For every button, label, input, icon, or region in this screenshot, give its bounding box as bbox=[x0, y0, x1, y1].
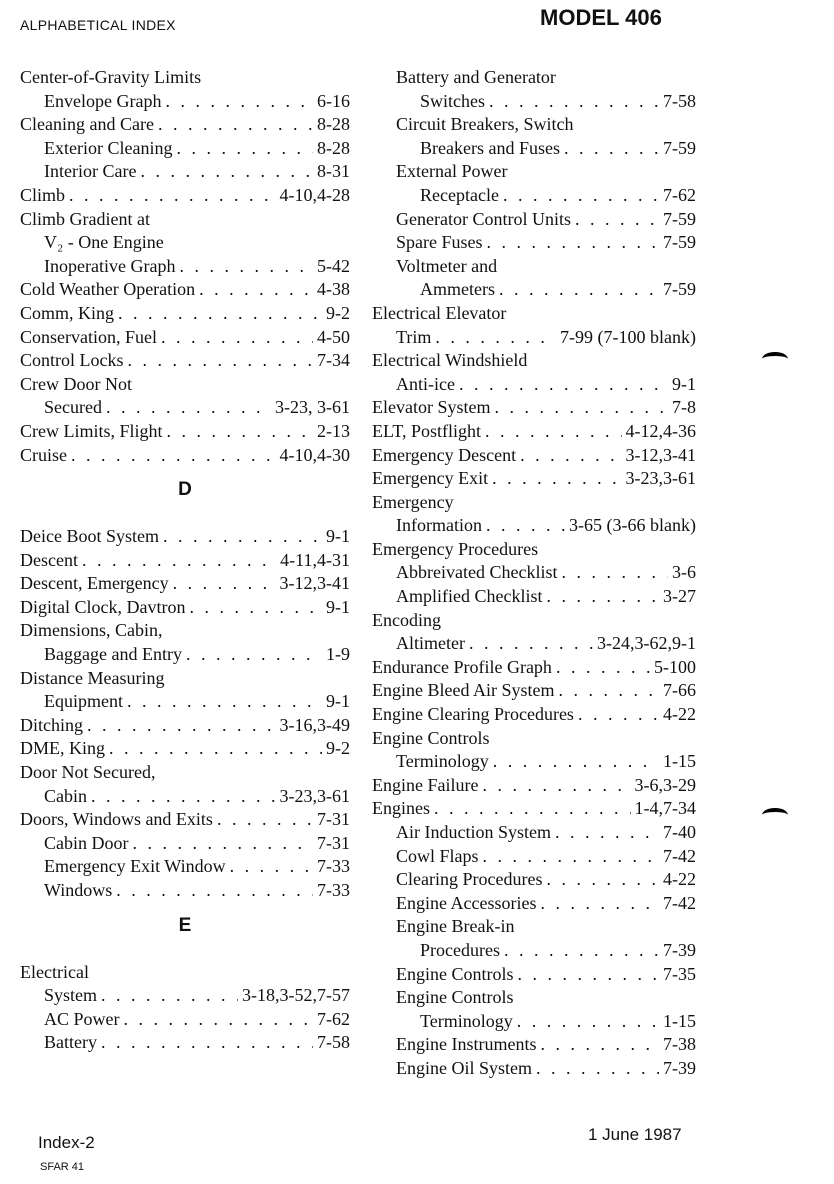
dot-leader bbox=[503, 184, 659, 208]
index-entry bbox=[20, 761, 350, 785]
entry-term: Endurance Profile Graph bbox=[372, 656, 556, 680]
entry-term: Baggage and Entry bbox=[44, 643, 186, 667]
index-entry bbox=[372, 66, 696, 90]
entry-page-ref: 1-15 bbox=[659, 750, 696, 774]
entry-term: V₂ - One Engine bbox=[44, 231, 168, 255]
entry-term: Amplified Checklist bbox=[396, 585, 546, 609]
index-entry bbox=[372, 656, 696, 680]
entry-page-ref: 5-100 bbox=[650, 656, 696, 680]
entry-term: Terminology bbox=[420, 1010, 517, 1034]
entry-term: Door Not Secured, bbox=[20, 761, 159, 785]
entry-page-ref: 7-62 bbox=[313, 1008, 350, 1032]
entry-page-ref: 4-10,4-28 bbox=[276, 184, 351, 208]
index-entry bbox=[372, 703, 696, 727]
entry-term: Cabin bbox=[44, 785, 91, 809]
dot-leader bbox=[435, 326, 556, 350]
entry-term: Voltmeter and bbox=[396, 255, 501, 279]
index-entry bbox=[372, 514, 696, 538]
entry-term: Breakers and Fuses bbox=[420, 137, 564, 161]
index-entry bbox=[372, 491, 696, 515]
dot-leader bbox=[540, 1033, 659, 1057]
entry-page-ref: 7-66 bbox=[659, 679, 696, 703]
entry-term: Anti-ice bbox=[396, 373, 459, 397]
entry-page-ref: 9-1 bbox=[322, 525, 350, 549]
dot-leader bbox=[575, 208, 659, 232]
entry-term: Engine Bleed Air System bbox=[372, 679, 558, 703]
index-entry bbox=[20, 596, 350, 620]
entry-term: Emergency Exit bbox=[372, 467, 492, 491]
entry-term: Receptacle bbox=[420, 184, 503, 208]
dot-leader bbox=[486, 514, 565, 538]
dot-leader bbox=[127, 690, 322, 714]
index-entry bbox=[372, 1010, 696, 1034]
entry-term: AC Power bbox=[44, 1008, 124, 1032]
dot-leader bbox=[434, 797, 631, 821]
index-entry bbox=[20, 855, 350, 879]
index-entry bbox=[20, 278, 350, 302]
index-entry bbox=[372, 255, 696, 279]
dot-leader bbox=[199, 278, 313, 302]
index-entry bbox=[20, 349, 350, 373]
index-entry bbox=[372, 467, 696, 491]
entry-term: Descent bbox=[20, 549, 82, 573]
dot-leader bbox=[133, 832, 314, 856]
index-entry bbox=[372, 278, 696, 302]
index-entry bbox=[372, 892, 696, 916]
dot-leader bbox=[109, 737, 322, 761]
dot-leader bbox=[482, 774, 630, 798]
entry-page-ref: 4-22 bbox=[659, 703, 696, 727]
dot-leader bbox=[487, 231, 660, 255]
index-entry bbox=[20, 714, 350, 738]
index-entry bbox=[372, 845, 696, 869]
index-entry bbox=[20, 255, 350, 279]
entry-page-ref: 4-22 bbox=[659, 868, 696, 892]
index-entry bbox=[20, 90, 350, 114]
dot-leader bbox=[176, 137, 313, 161]
index-entry bbox=[20, 785, 350, 809]
entry-page-ref: 7-58 bbox=[659, 90, 696, 114]
dot-leader bbox=[106, 396, 271, 420]
index-entry bbox=[372, 1033, 696, 1057]
page-number: Index-2 bbox=[38, 1133, 95, 1152]
index-entry bbox=[20, 808, 350, 832]
index-entry bbox=[372, 420, 696, 444]
index-entry bbox=[20, 373, 350, 397]
index-entry bbox=[20, 113, 350, 137]
entry-term: Climb bbox=[20, 184, 69, 208]
index-entry bbox=[20, 160, 350, 184]
entry-page-ref: 3-18,3-52,7-57 bbox=[238, 984, 350, 1008]
index-entry bbox=[20, 66, 350, 90]
entry-page-ref: 7-39 bbox=[659, 1057, 696, 1081]
entry-term: Cowl Flaps bbox=[396, 845, 483, 869]
entry-term: Electrical Windshield bbox=[372, 349, 531, 373]
dot-leader bbox=[558, 679, 659, 703]
entry-term: Distance Measuring bbox=[20, 667, 168, 691]
dot-leader bbox=[161, 326, 313, 350]
entry-page-ref: 3-6 bbox=[668, 561, 696, 585]
entry-page-ref: 8-31 bbox=[313, 160, 350, 184]
index-entry bbox=[372, 561, 696, 585]
dot-leader bbox=[555, 821, 659, 845]
dot-leader bbox=[518, 963, 660, 987]
dot-leader bbox=[118, 302, 322, 326]
dot-leader bbox=[82, 549, 276, 573]
index-entry bbox=[372, 208, 696, 232]
entry-term: Descent, Emergency bbox=[20, 572, 173, 596]
index-entry bbox=[372, 349, 696, 373]
entry-term: Windows bbox=[44, 879, 116, 903]
entry-term: Inoperative Graph bbox=[44, 255, 179, 279]
index-entry bbox=[372, 986, 696, 1010]
entry-term: Engine Controls bbox=[396, 963, 518, 987]
entry-term: Engines bbox=[372, 797, 434, 821]
index-entry bbox=[372, 915, 696, 939]
entry-page-ref: 7-31 bbox=[313, 832, 350, 856]
entry-page-ref: 3-23,3-61 bbox=[622, 467, 697, 491]
entry-term: Exterior Cleaning bbox=[44, 137, 176, 161]
entry-term: Comm, King bbox=[20, 302, 118, 326]
entry-page-ref: 7-42 bbox=[659, 892, 696, 916]
dot-leader bbox=[167, 420, 313, 444]
dot-leader bbox=[492, 467, 621, 491]
entry-term: Control Locks bbox=[20, 349, 128, 373]
index-entry bbox=[372, 750, 696, 774]
entry-page-ref: 4-50 bbox=[313, 326, 350, 350]
index-entry bbox=[372, 373, 696, 397]
index-entry bbox=[20, 302, 350, 326]
entry-term: Terminology bbox=[396, 750, 493, 774]
index-entry bbox=[372, 302, 696, 326]
entry-term: Information bbox=[396, 514, 486, 538]
dot-leader bbox=[140, 160, 313, 184]
index-entry bbox=[20, 326, 350, 350]
entry-page-ref: 2-13 bbox=[313, 420, 350, 444]
entry-page-ref: 7-33 bbox=[313, 855, 350, 879]
index-entry bbox=[20, 572, 350, 596]
entry-page-ref: 3-12,3-41 bbox=[276, 572, 351, 596]
dot-leader bbox=[189, 596, 322, 620]
index-entry bbox=[20, 961, 350, 985]
entry-term: External Power bbox=[396, 160, 511, 184]
index-column-left bbox=[20, 66, 350, 1055]
entry-term: Digital Clock, Davtron bbox=[20, 596, 189, 620]
dot-leader bbox=[564, 137, 659, 161]
section-letter: D bbox=[178, 479, 192, 501]
index-entry bbox=[372, 632, 696, 656]
index-entry bbox=[372, 679, 696, 703]
entry-page-ref: 4-10,4-30 bbox=[276, 444, 351, 468]
entry-term: Trim bbox=[396, 326, 435, 350]
entry-term: Engine Clearing Procedures bbox=[372, 703, 578, 727]
spacer bbox=[20, 949, 350, 961]
entry-term: Spare Fuses bbox=[396, 231, 487, 255]
entry-term: Envelope Graph bbox=[44, 90, 165, 114]
index-entry bbox=[20, 420, 350, 444]
dot-leader bbox=[504, 939, 659, 963]
entry-term: Climb Gradient at bbox=[20, 208, 154, 232]
index-entry bbox=[372, 797, 696, 821]
dot-leader bbox=[499, 278, 659, 302]
index-entry bbox=[20, 690, 350, 714]
entry-page-ref: 3-65 (3-66 blank) bbox=[565, 514, 696, 538]
entry-term: Electrical Elevator bbox=[372, 302, 510, 326]
spacer bbox=[20, 513, 350, 525]
entry-page-ref: 7-39 bbox=[659, 939, 696, 963]
entry-page-ref: 9-1 bbox=[322, 690, 350, 714]
index-entry bbox=[20, 1008, 350, 1032]
index-entry bbox=[20, 231, 350, 255]
entry-page-ref: 7-34 bbox=[313, 349, 350, 373]
entry-page-ref: 9-2 bbox=[322, 302, 350, 326]
index-entry bbox=[372, 609, 696, 633]
index-entry bbox=[372, 774, 696, 798]
dot-leader bbox=[494, 396, 668, 420]
index-entry bbox=[372, 538, 696, 562]
entry-term: Center-of-Gravity Limits bbox=[20, 66, 205, 90]
dot-leader bbox=[101, 984, 238, 1008]
dot-leader bbox=[483, 845, 659, 869]
entry-term: Clearing Procedures bbox=[396, 868, 546, 892]
entry-term: Generator Control Units bbox=[396, 208, 575, 232]
index-entry bbox=[372, 90, 696, 114]
entry-term: Emergency Exit Window bbox=[44, 855, 230, 879]
entry-term: Abbreivated Checklist bbox=[396, 561, 561, 585]
entry-term: Dimensions, Cabin, bbox=[20, 619, 167, 643]
entry-term: Procedures bbox=[420, 939, 504, 963]
dot-leader bbox=[71, 444, 276, 468]
entry-page-ref: 9-1 bbox=[668, 373, 696, 397]
entry-term: Engine Failure bbox=[372, 774, 482, 798]
entry-term: Battery and Generator bbox=[396, 66, 560, 90]
entry-page-ref: 7-62 bbox=[659, 184, 696, 208]
index-entry bbox=[372, 396, 696, 420]
entry-term: Doors, Windows and Exits bbox=[20, 808, 217, 832]
entry-page-ref: 3-23,3-61 bbox=[276, 785, 351, 809]
entry-page-ref: 7-31 bbox=[313, 808, 350, 832]
index-column-right bbox=[372, 66, 696, 1081]
index-entry bbox=[20, 396, 350, 420]
entry-page-ref: 4-11,4-31 bbox=[276, 549, 350, 573]
model-title: MODEL 406 bbox=[540, 5, 662, 30]
entry-term: Crew Limits, Flight bbox=[20, 420, 167, 444]
entry-page-ref: 6-16 bbox=[313, 90, 350, 114]
entry-term: DME, King bbox=[20, 737, 109, 761]
entry-page-ref: 7-40 bbox=[659, 821, 696, 845]
entry-term: Engine Break-in bbox=[396, 915, 518, 939]
index-entry bbox=[372, 160, 696, 184]
entry-term: Encoding bbox=[372, 609, 445, 633]
entry-page-ref: 7-59 bbox=[659, 208, 696, 232]
index-entry bbox=[20, 184, 350, 208]
entry-page-ref: 7-33 bbox=[313, 879, 350, 903]
index-entry bbox=[372, 868, 696, 892]
entry-term: Engine Oil System bbox=[396, 1057, 536, 1081]
index-entry bbox=[372, 1057, 696, 1081]
dot-leader bbox=[91, 785, 276, 809]
dot-leader bbox=[540, 892, 659, 916]
index-entry bbox=[372, 444, 696, 468]
running-header-title: ALPHABETICAL INDEX bbox=[20, 17, 176, 33]
dot-leader bbox=[517, 1010, 659, 1034]
entry-term: Equipment bbox=[44, 690, 127, 714]
entry-term: Crew Door Not bbox=[20, 373, 136, 397]
dot-leader bbox=[561, 561, 668, 585]
index-entry bbox=[20, 137, 350, 161]
index-entry bbox=[20, 525, 350, 549]
entry-term: Conservation, Fuel bbox=[20, 326, 161, 350]
entry-term: Circuit Breakers, Switch bbox=[396, 113, 577, 137]
entry-page-ref: 4-12,4-36 bbox=[622, 420, 697, 444]
dot-leader bbox=[217, 808, 313, 832]
dot-leader bbox=[173, 572, 276, 596]
dot-leader bbox=[546, 868, 659, 892]
dot-leader bbox=[556, 656, 650, 680]
entry-page-ref: 1-15 bbox=[659, 1010, 696, 1034]
dot-leader bbox=[124, 1008, 314, 1032]
entry-page-ref: 5-42 bbox=[313, 255, 350, 279]
entry-term: Emergency Procedures bbox=[372, 538, 542, 562]
entry-page-ref: 7-59 bbox=[659, 231, 696, 255]
entry-page-ref: 3-16,3-49 bbox=[276, 714, 351, 738]
entry-term: Cabin Door bbox=[44, 832, 133, 856]
entry-term: Cold Weather Operation bbox=[20, 278, 199, 302]
dot-leader bbox=[186, 643, 322, 667]
entry-page-ref: 3-27 bbox=[659, 585, 696, 609]
entry-page-ref: 7-99 (7-100 blank) bbox=[556, 326, 696, 350]
index-entry bbox=[372, 821, 696, 845]
entry-term: Ditching bbox=[20, 714, 87, 738]
entry-term: Battery bbox=[44, 1031, 101, 1055]
dot-leader bbox=[101, 1031, 313, 1055]
index-entry bbox=[372, 113, 696, 137]
entry-term: Engine Controls bbox=[396, 986, 518, 1010]
entry-page-ref: 4-38 bbox=[313, 278, 350, 302]
entry-term: Deice Boot System bbox=[20, 525, 163, 549]
index-entry bbox=[20, 643, 350, 667]
entry-page-ref: 7-58 bbox=[313, 1031, 350, 1055]
entry-term: Air Induction System bbox=[396, 821, 555, 845]
index-entry bbox=[20, 444, 350, 468]
dot-leader bbox=[165, 90, 313, 114]
dot-leader bbox=[116, 879, 313, 903]
entry-page-ref: 1-4,7-34 bbox=[631, 797, 697, 821]
dot-leader bbox=[546, 585, 659, 609]
entry-term: System bbox=[44, 984, 101, 1008]
entry-term: Secured bbox=[44, 396, 106, 420]
entry-page-ref: 3-24,3-62,9-1 bbox=[593, 632, 696, 656]
entry-term: Cruise bbox=[20, 444, 71, 468]
dot-leader bbox=[485, 420, 621, 444]
index-entry bbox=[372, 939, 696, 963]
index-entry bbox=[372, 585, 696, 609]
entry-page-ref: 1-9 bbox=[322, 643, 350, 667]
sfar-label: SFAR 41 bbox=[40, 1161, 85, 1173]
revision-date: 1 June 1987 bbox=[588, 1125, 682, 1144]
entry-page-ref: 8-28 bbox=[313, 113, 350, 137]
dot-leader bbox=[493, 750, 659, 774]
index-entry bbox=[20, 1031, 350, 1055]
dot-leader bbox=[128, 349, 314, 373]
index-entry bbox=[20, 879, 350, 903]
entry-term: Interior Care bbox=[44, 160, 140, 184]
entry-page-ref: 9-2 bbox=[322, 737, 350, 761]
entry-page-ref: 8-28 bbox=[313, 137, 350, 161]
entry-page-ref: 3-23, 3-61 bbox=[271, 396, 350, 420]
entry-term: Altimeter bbox=[396, 632, 469, 656]
entry-term: Engine Instruments bbox=[396, 1033, 540, 1057]
dot-leader bbox=[489, 90, 659, 114]
entry-page-ref: 7-8 bbox=[668, 396, 696, 420]
binding-tick-mark-upper bbox=[762, 352, 788, 366]
dot-leader bbox=[69, 184, 275, 208]
entry-page-ref: 9-1 bbox=[322, 596, 350, 620]
dot-leader bbox=[520, 444, 621, 468]
entry-term: Engine Controls bbox=[372, 727, 494, 751]
entry-term: Switches bbox=[420, 90, 489, 114]
dot-leader bbox=[163, 525, 322, 549]
index-entry bbox=[20, 549, 350, 573]
index-entry bbox=[20, 737, 350, 761]
entry-page-ref: 7-38 bbox=[659, 1033, 696, 1057]
entry-term: Engine Accessories bbox=[396, 892, 540, 916]
dot-leader bbox=[179, 255, 313, 279]
index-entry bbox=[372, 231, 696, 255]
index-entry bbox=[372, 727, 696, 751]
entry-term: Emergency Descent bbox=[372, 444, 520, 468]
entry-term: Electrical bbox=[20, 961, 93, 985]
index-entry bbox=[20, 667, 350, 691]
dot-leader bbox=[230, 855, 313, 879]
entry-page-ref: 7-59 bbox=[659, 137, 696, 161]
dot-leader bbox=[469, 632, 593, 656]
index-entry bbox=[372, 963, 696, 987]
entry-term: Emergency bbox=[372, 491, 458, 515]
index-entry bbox=[20, 832, 350, 856]
dot-leader bbox=[578, 703, 659, 727]
entry-term: Ammeters bbox=[420, 278, 499, 302]
dot-leader bbox=[459, 373, 668, 397]
entry-term: ELT, Postflight bbox=[372, 420, 485, 444]
index-entry bbox=[372, 137, 696, 161]
entry-page-ref: 7-59 bbox=[659, 278, 696, 302]
dot-leader bbox=[536, 1057, 659, 1081]
index-entry bbox=[20, 208, 350, 232]
entry-term: Elevator System bbox=[372, 396, 494, 420]
entry-page-ref: 3-12,3-41 bbox=[622, 444, 697, 468]
entry-page-ref: 3-6,3-29 bbox=[631, 774, 697, 798]
index-entry bbox=[372, 326, 696, 350]
index-entry bbox=[20, 619, 350, 643]
dot-leader bbox=[158, 113, 313, 137]
index-entry bbox=[20, 984, 350, 1008]
entry-page-ref: 7-35 bbox=[659, 963, 696, 987]
entry-page-ref: 7-42 bbox=[659, 845, 696, 869]
entry-term: Cleaning and Care bbox=[20, 113, 158, 137]
section-letter: E bbox=[178, 914, 192, 936]
dot-leader bbox=[87, 714, 276, 738]
index-entry bbox=[372, 184, 696, 208]
binding-tick-mark-lower bbox=[762, 808, 788, 822]
